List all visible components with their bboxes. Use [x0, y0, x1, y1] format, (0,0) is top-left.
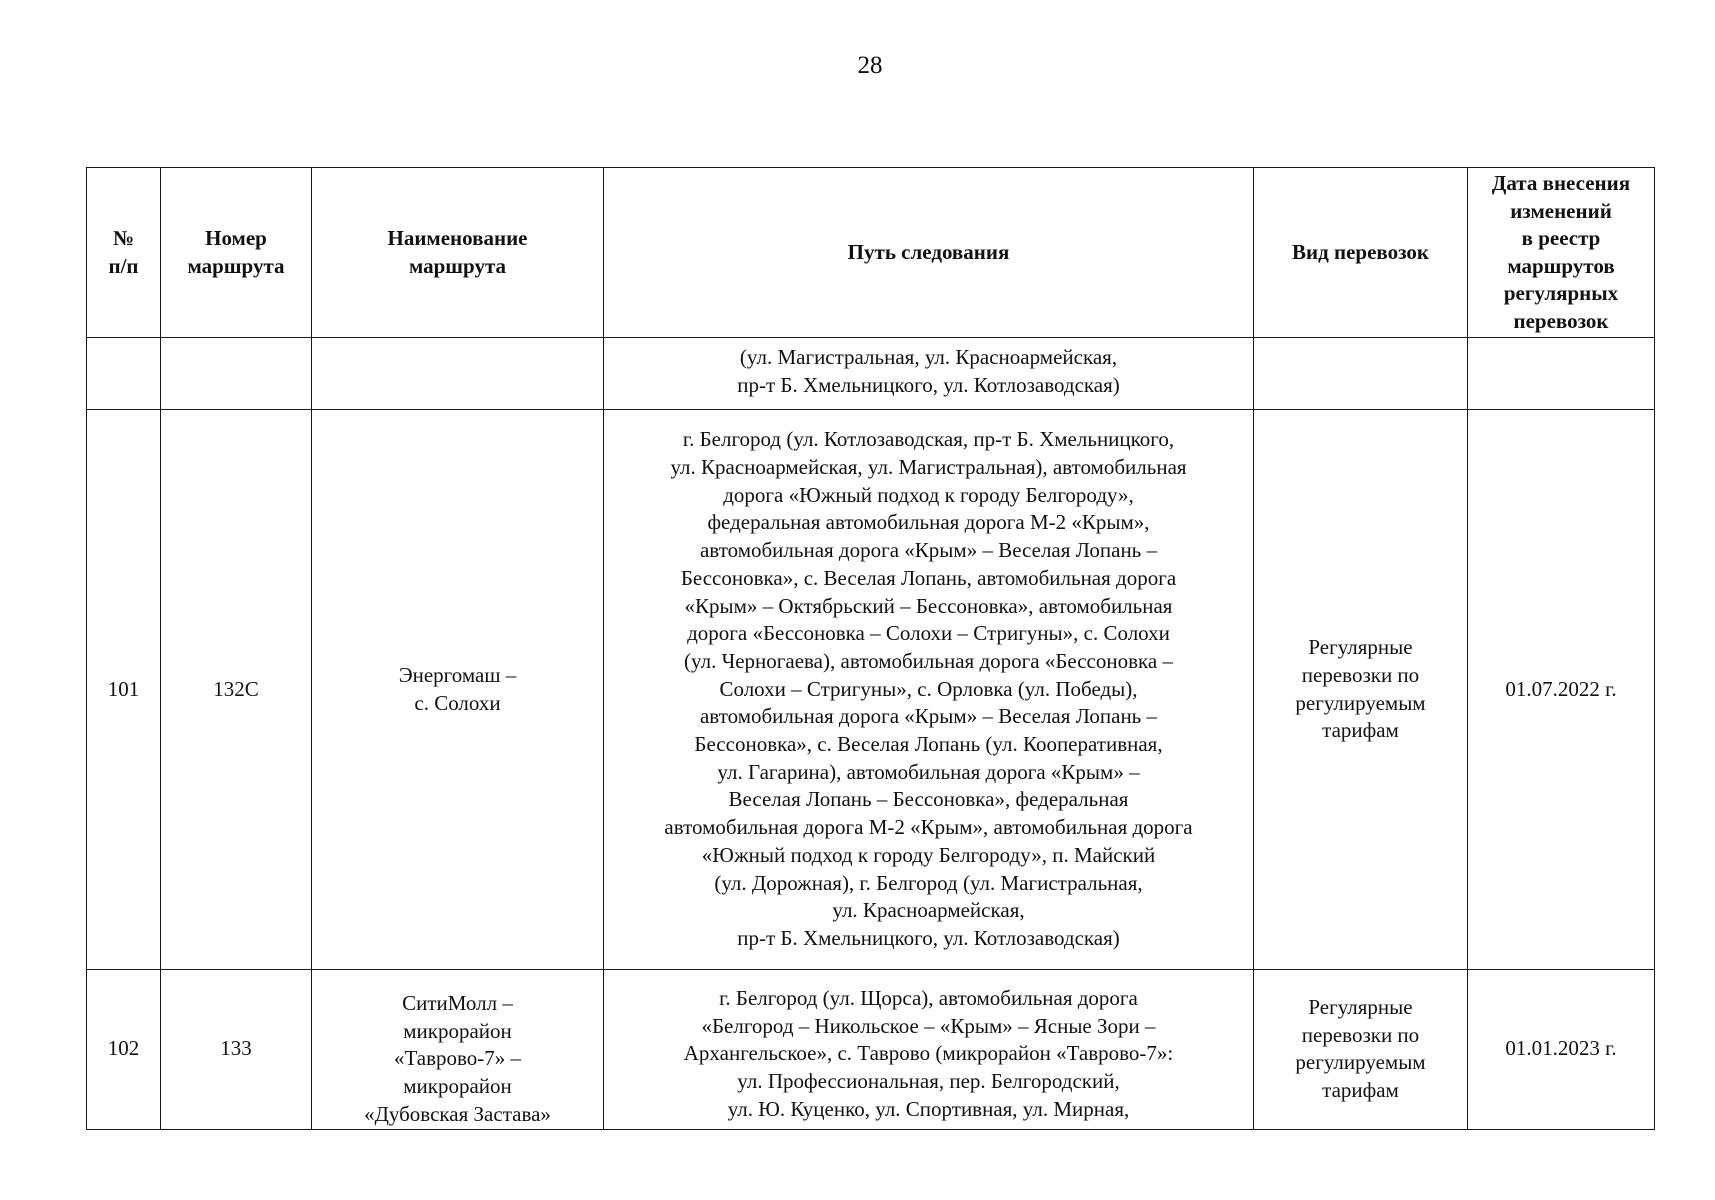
cell-route-number: 133 [161, 970, 312, 1130]
text-line: автомобильная дорога «Крым» – Веселая Лопань – [699, 704, 1158, 729]
text-line: пр-т Б. Хмельницкого, ул. Котлозаводская) [737, 925, 1120, 950]
text-line: (ул. Черногаева), автомобильная дорога «Бессоновка – [684, 648, 1173, 673]
text-line: маршрута [187, 253, 285, 278]
text-line: п/п [108, 253, 139, 278]
text-line: маршрутов [1507, 253, 1615, 278]
text-line: Бессоновка», с. Веселая Лопань, автомобильная дорога [680, 565, 1177, 590]
text-line: (ул. Дорожная), г. Белгород (ул. Магистральная, [714, 870, 1143, 895]
text-line: Регулярные [1308, 635, 1413, 660]
text-line: Номер [205, 226, 267, 250]
text-line: дорога «Бессоновка – Солохи – Стригуны», с. Солохи [687, 621, 1170, 646]
cell-path [604, 970, 1254, 1130]
cell-route-number: 132С [161, 410, 312, 970]
text-line: «Дубовская Застава» [364, 1101, 551, 1126]
cell-num: 101 [87, 410, 161, 970]
text-line: микрорайон [403, 1018, 512, 1043]
cell-route-number [161, 338, 312, 410]
text-line: «Южный подход к городу Белгороду», п. Майский [701, 842, 1156, 867]
header-num [87, 168, 161, 338]
cell-date: 01.07.2022 г. [1468, 410, 1655, 970]
text-line: в реестр [1521, 226, 1601, 250]
text-line: перевозки по [1301, 1022, 1420, 1047]
text-line: Наименование [387, 226, 528, 250]
cell-route-name [312, 970, 604, 1130]
text-line: перевозки по [1301, 662, 1420, 687]
text-line: Архангельское», с. Таврово (микрорайон «Таврово-7»: [683, 1041, 1174, 1066]
text-line: пр-т Б. Хмельницкого, ул. Котлозаводская) [737, 373, 1120, 397]
text-line: дорога «Южный подход к городу Белгороду», [723, 482, 1134, 507]
text-line: ул. Ю. Куценко, ул. Спортивная, ул. Мирная, [727, 1096, 1130, 1121]
text-line: регулируемым [1295, 690, 1426, 715]
text-line: с. Солохи [414, 690, 501, 715]
text-line: № [112, 226, 135, 250]
header-route-name [312, 168, 604, 338]
text-line: «Белгород – Никольское – «Крым» – Ясные Зори – [701, 1013, 1156, 1038]
text-line: СитиМолл – [402, 991, 513, 1015]
cell-date [1468, 338, 1655, 410]
cell-route-name [312, 338, 604, 410]
text-line: ул. Красноармейская, ул. Магистральная), автомобильная [670, 455, 1187, 480]
cell-path [604, 410, 1254, 970]
text-line: Солохи – Стригуны», с. Орловка (ул. Победы), [719, 676, 1138, 701]
text-line: Бессоновка», с. Веселая Лопань (ул. Кооперативная, [694, 732, 1163, 757]
text-line: тарифам [1322, 718, 1399, 743]
cell-num: 102 [87, 970, 161, 1130]
text-line: (ул. Магистральная, ул. Красноармейская, [739, 345, 1118, 370]
text-line: изменений [1510, 198, 1612, 223]
cell-num [87, 338, 161, 410]
cell-transport-kind [1254, 338, 1468, 410]
routes-table [86, 167, 1655, 1130]
text-line: «Таврово-7» – [393, 1046, 522, 1071]
page-number: 28 [857, 52, 883, 79]
table-row [87, 410, 1655, 970]
text-line: ул. Красноармейская, [832, 898, 1025, 923]
text-line: Дата внесения [1491, 171, 1631, 195]
text-line: Энергомаш – [398, 662, 517, 687]
header-path [604, 168, 1254, 338]
text-line: федеральная автомобильная дорога М-2 «Крым», [707, 510, 1150, 535]
text-line: маршрута [408, 253, 507, 278]
text-line: тарифам [1322, 1077, 1399, 1102]
text-line: г. Белгород (ул. Щорса), автомобильная дорога [719, 986, 1138, 1010]
text-line: перевозок [1513, 308, 1609, 333]
text-line: автомобильная дорога «Крым» – Веселая Лопань – [699, 538, 1158, 563]
cell-transport-kind [1254, 970, 1468, 1130]
text-line: Путь следования [847, 239, 1010, 264]
text-line: Регулярные [1308, 994, 1413, 1019]
header-route-number [161, 168, 312, 338]
table-row [87, 970, 1655, 1130]
cell-date: 01.01.2023 г. [1468, 970, 1655, 1130]
header-transport-kind [1254, 168, 1468, 338]
text-line: ул. Профессиональная, пер. Белгородский, [737, 1069, 1120, 1094]
header-date [1468, 168, 1655, 338]
cell-path [604, 338, 1254, 410]
text-line: «Крым» – Октябрьский – Бессоновка», автомобильная [684, 593, 1173, 618]
header-row [87, 168, 1655, 338]
table-row [87, 338, 1655, 410]
text-line: ул. Гагарина), автомобильная дорога «Крым» – [717, 759, 1140, 784]
text-line: регулируемым [1295, 1050, 1426, 1075]
cell-transport-kind [1254, 410, 1468, 970]
text-line: регулярных [1503, 281, 1619, 305]
text-line: Вид перевозок [1291, 239, 1429, 264]
text-line: г. Белгород (ул. Котлозаводская, пр-т Б. Хмельницкого, [682, 427, 1175, 452]
text-line: Веселая Лопань – Бессоновка», федеральная [728, 787, 1129, 812]
text-line: микрорайон [403, 1074, 512, 1099]
cell-route-name [312, 410, 604, 970]
text-line: автомобильная дорога М-2 «Крым», автомобильная дорога [664, 815, 1193, 840]
